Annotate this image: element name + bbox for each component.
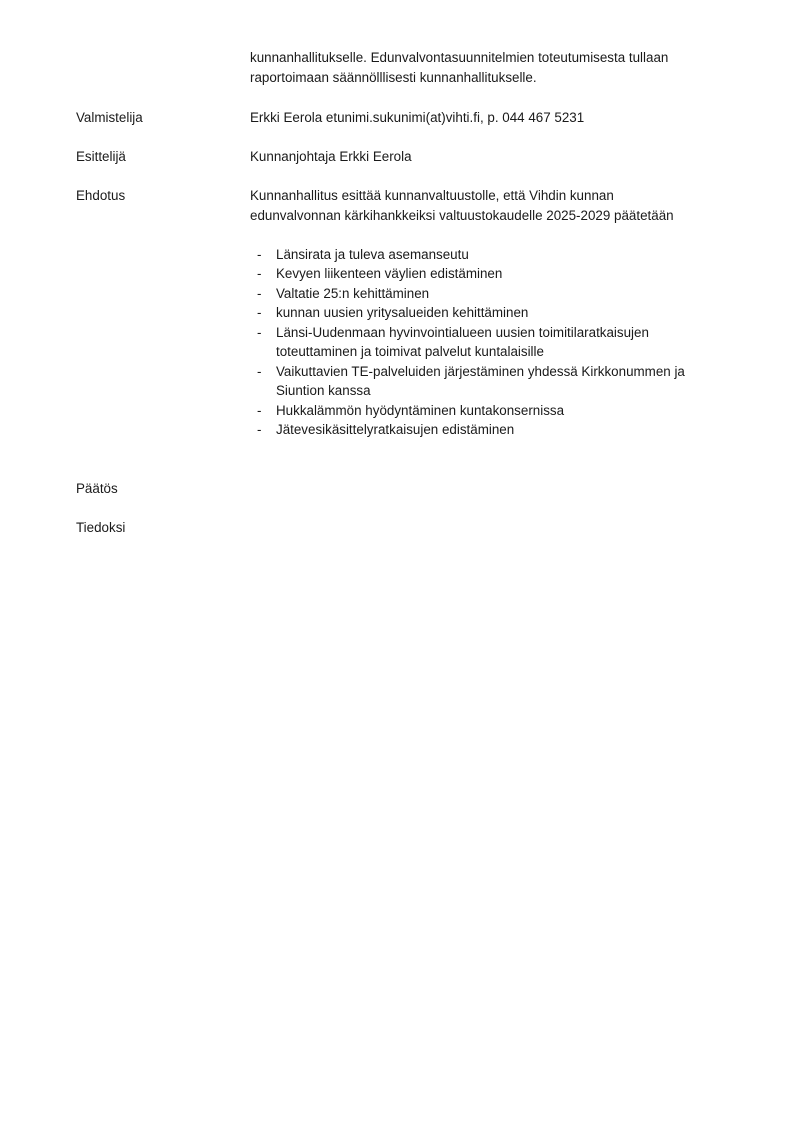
paatos-row [76,479,736,499]
list-item-line: Kevyen liikenteen väylien edistäminen [276,266,503,281]
ehdotus-label: Ehdotus [76,188,126,203]
dash-marker: - [257,285,262,301]
paatos-label: Päätös [76,481,118,496]
dash-marker: - [257,305,262,320]
tiedoksi-row [76,518,736,538]
intro-line-2: raportoimaan säännölllisesti kunnanhallitukselle. [250,69,537,85]
tiedoksi-label: Tiedoksi [76,520,126,535]
valmistelija-value: Erkki Eerola etunimi.sukunimi(at)vihti.fi, p. 044 467 5231 [250,110,585,125]
dash-marker: - [257,422,262,437]
list-item-line: toteuttaminen ja toimivat palvelut kuntalaisille [276,344,544,359]
dash-marker: - [257,324,262,340]
list-item [250,362,736,401]
list-item [250,264,736,284]
list-item [250,323,736,362]
valmistelija-row [76,108,736,128]
list-item [250,284,736,304]
list-item-line: Länsi-Uudenmaan hyvinvointialueen uusien toimitilaratkaisujen [276,324,649,340]
list-item [250,303,736,323]
list-item-line: Jätevesikäsittelyratkaisujen edistäminen [276,422,515,437]
list-item-line: Vaikuttavien TE-palveluiden järjestäminen yhdessä Kirkkonummen ja [276,363,685,379]
list-item-line: kunnan uusien yritysalueiden kehittäminen [276,305,529,320]
valmistelija-label: Valmistelija [76,110,143,125]
ehdotus-line-2: edunvalvonnan kärkihankkeiksi valtuustokaudelle 2025-2029 päätetään [250,207,674,223]
list-item-line: Valtatie 25:n kehittäminen [276,285,430,301]
list-item [250,420,736,440]
esittelija-row [76,147,736,167]
list-item-line: Hukkalämmön hyödyntäminen kuntakonsernissa [276,402,565,418]
esittelija-label: Esittelijä [76,149,126,164]
list-item-line: Länsirata ja tuleva asemanseutu [276,246,469,262]
ehdotus-content [250,186,736,440]
list-item [250,401,736,421]
list-item-line: Siuntion kanssa [276,383,371,398]
ehdotus-line-1: Kunnanhallitus esittää kunnanvaltuustolle, että Vihdin kunnan [250,188,614,203]
intro-paragraph [250,48,730,87]
ehdotus-row [76,186,736,440]
list-item [250,245,736,265]
dash-marker: - [257,363,262,379]
dash-marker: - [257,402,262,418]
intro-line-1: kunnanhallitukselle. Edunvalvontasuunnitelmien toteutumisesta tullaan [250,50,669,65]
esittelija-value: Kunnanjohtaja Erkki Eerola [250,149,412,164]
dash-marker: - [257,266,262,281]
dash-marker: - [257,246,262,262]
ehdotus-list [250,245,736,440]
